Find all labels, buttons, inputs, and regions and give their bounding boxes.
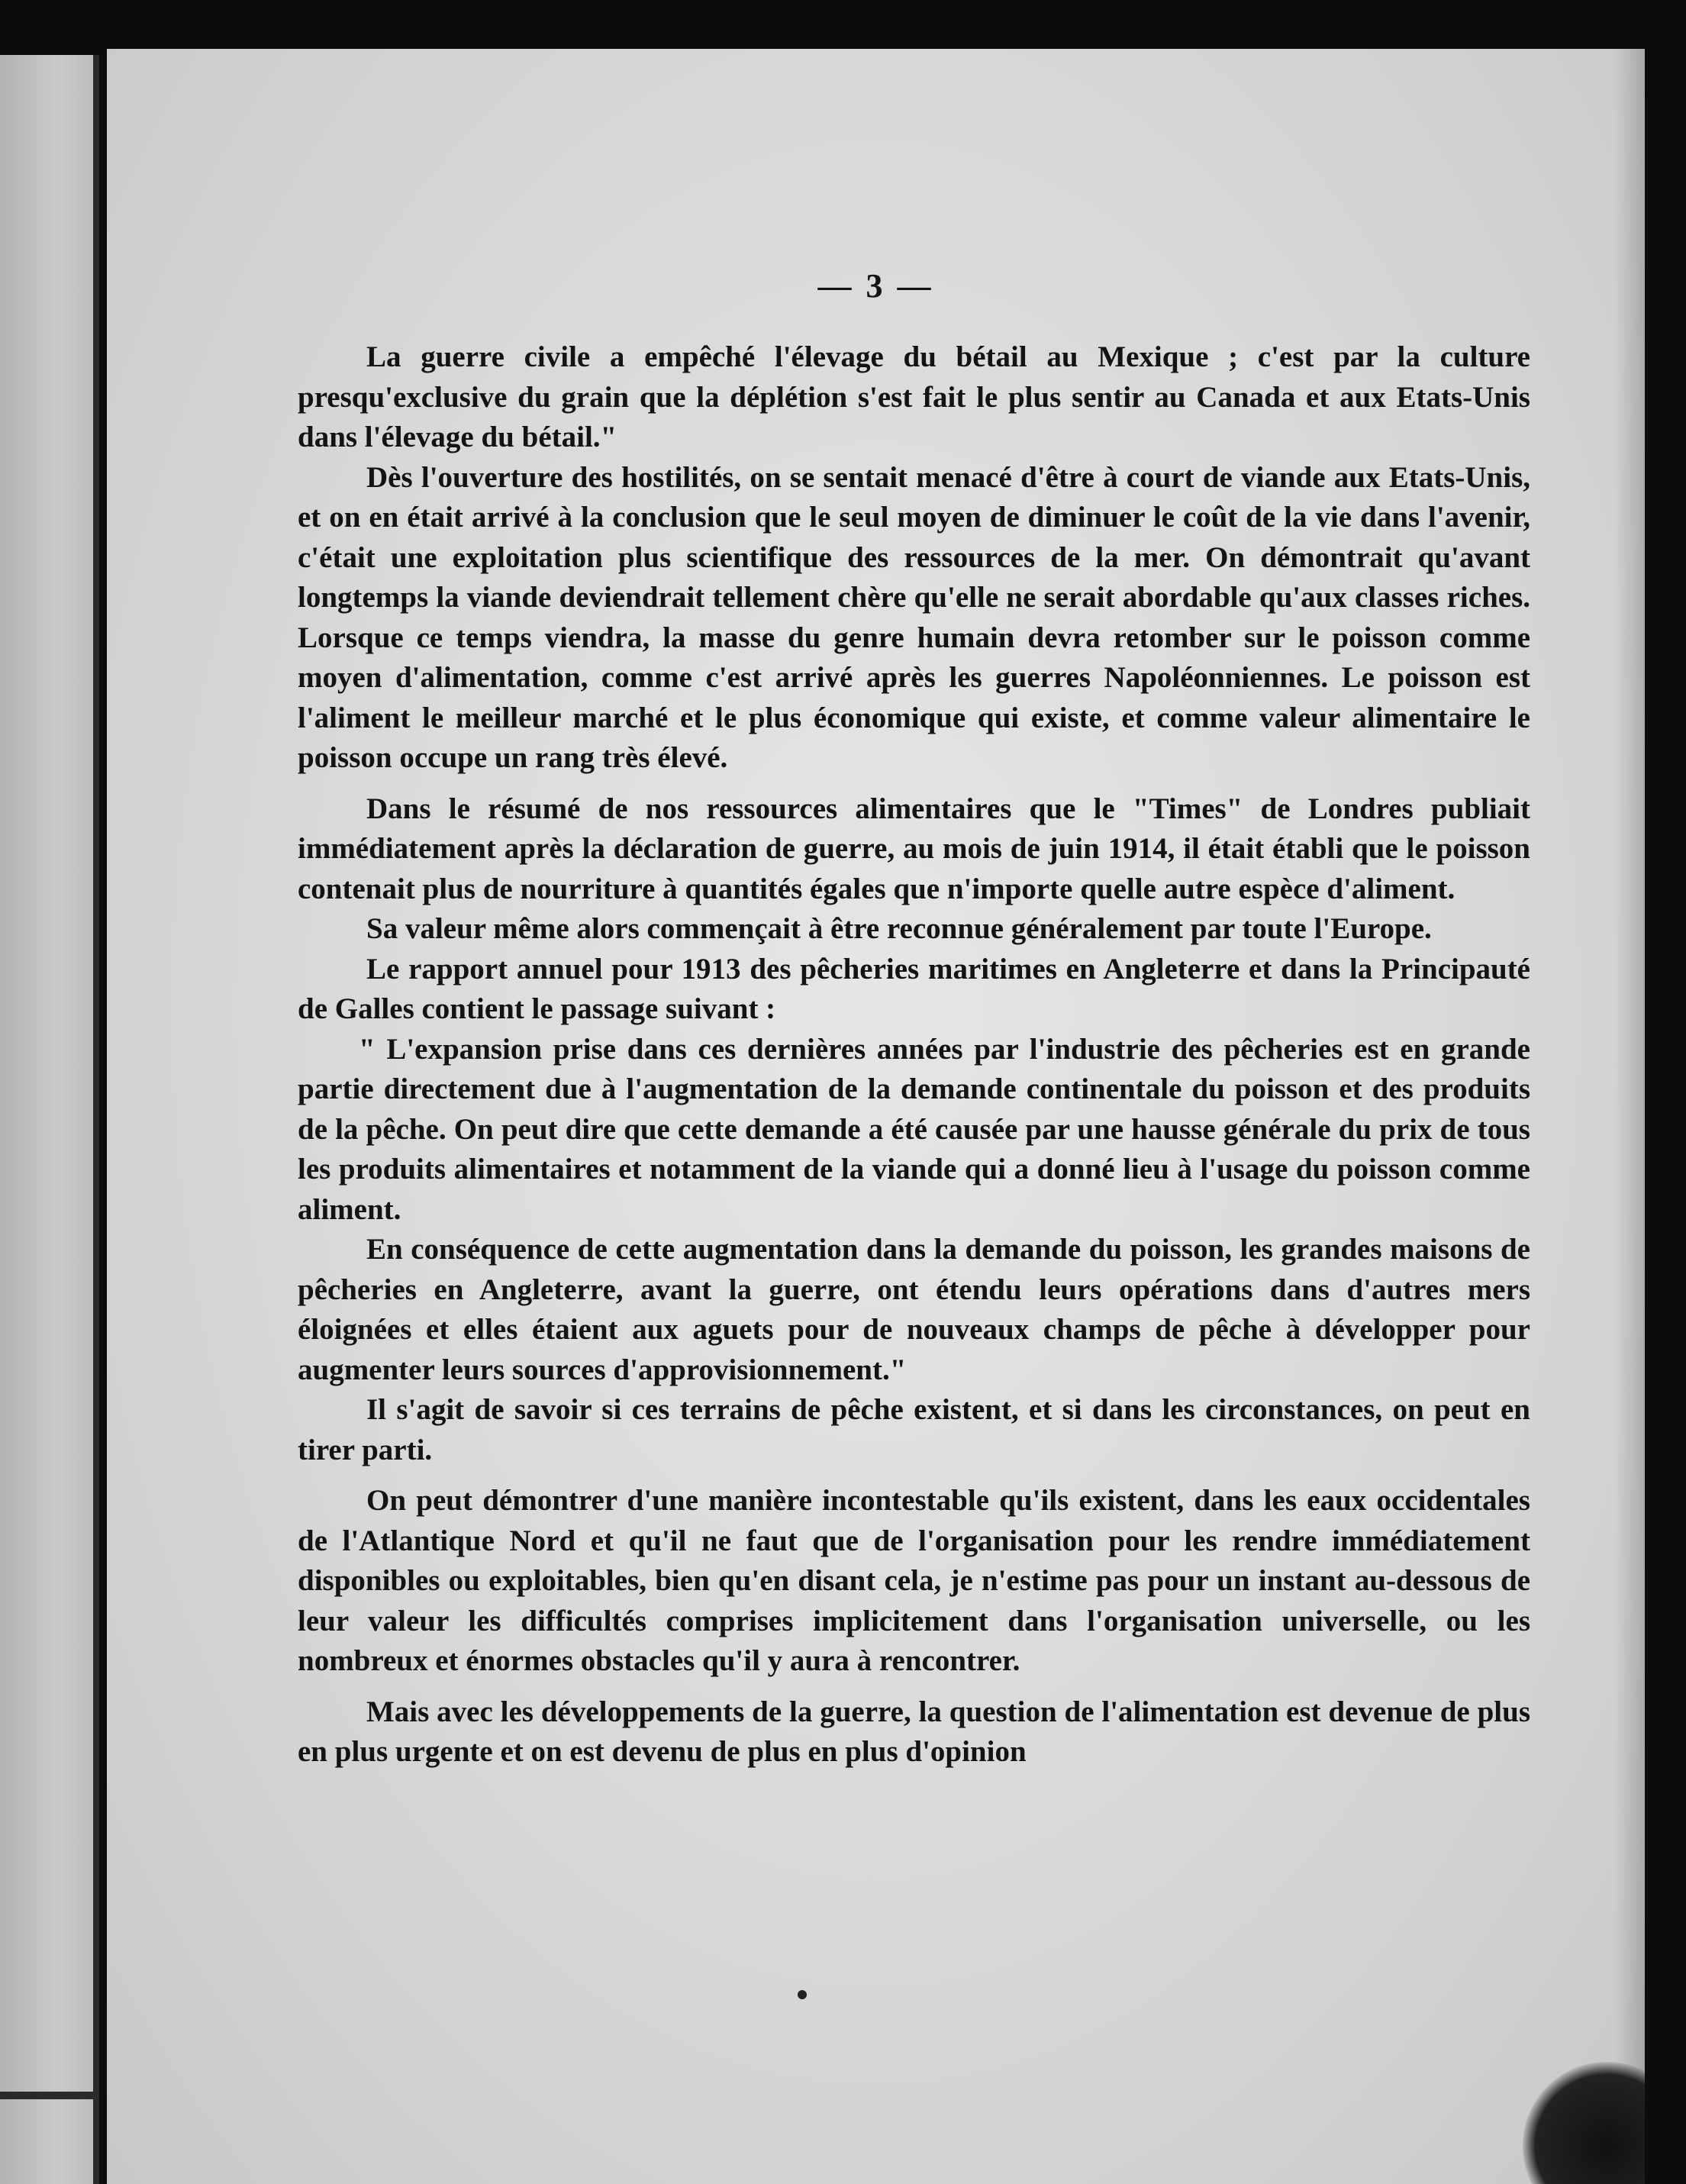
- paragraph: Il s'agit de savoir si ces terrains de pêche existent, et si dans les circonstances, on peut en tirer parti.: [298, 1393, 1530, 1466]
- paragraph: Dans le résumé de nos ressources alimentaires que le "Times" de Londres publiait immédiatement après la déclaration de guerre, au mois de juin 1914, il était établi que le poisson contenait plus de nourriture à quantités égales que n'importe quelle autre espèce d'aliment.: [298, 792, 1530, 905]
- paragraph: Sa valeur même alors commençait à être reconnue généralement par toute l'Europe.: [366, 912, 1432, 945]
- body-text: [298, 337, 1530, 1773]
- paragraph: La guerre civile a empêché l'élevage du bétail au Mexique ; c'est par la culture presqu'exclusive du grain que la déplétion s'est fait le plus sentir au Canada et aux Etats-Unis dans l'élevage du bétail.": [298, 340, 1530, 453]
- ink-speck: [798, 1990, 807, 1999]
- scan-corner-shadow: [1523, 2062, 1645, 2184]
- document-page: [107, 49, 1645, 2184]
- page-edge-shadow: [1614, 49, 1645, 2184]
- paragraph: Le rapport annuel pour 1913 des pêcheries maritimes en Angleterre et dans la Principauté de Galles contient le passage suivant :: [298, 952, 1530, 1025]
- book-gutter: [93, 55, 99, 2184]
- previous-page-edge: [0, 55, 95, 2184]
- book-gutter-bottom: [0, 2092, 93, 2099]
- quoted-paragraph: En conséquence de cette augmentation dans la demande du poisson, les grandes maisons de pêcheries en Angleterre, avant la guerre, ont étendu leurs opérations dans d'autres mers éloignées et elles étaient aux aguets pour de nouveaux champs de pêche à développer pour augmenter leurs sources d'approvisionnement.": [298, 1233, 1530, 1386]
- paragraph: Dès l'ouverture des hostilités, on se sentait menacé d'être à court de viande aux Etats-Unis, et on en était arrivé à la conclusion que le seul moyen de diminuer le coût de la vie dans l'avenir, c'était une exploitation plus scientifique des ressources de la mer. On démontrait qu'avant longtemps la viande deviendrait tellement chère qu'elle ne serait abordable qu'aux classes riches. Lorsque ce temps viendra, la masse du genre humain devra retomber sur le poisson comme moyen d'alimentation, comme c'est arrivé après les guerres Napoléonniennes. Le poisson est l'aliment le meilleur marché et le plus économique qui existe, et comme valeur alimentaire le poisson occupe un rang très élevé.: [298, 460, 1530, 774]
- paragraph: On peut démontrer d'une manière incontestable qu'ils existent, dans les eaux occidentales de l'Atlantique Nord et qu'il ne faut que de l'organisation pour les rendre immédiatement disponibles ou exploitables, bien qu'en disant cela, je n'estime pas pour un instant au-dessous de leur valeur les difficultés comprises implicitement dans l'organisation universelle, ou les nombreux et énormes obstacles qu'il y aura à rencontrer.: [298, 1484, 1530, 1677]
- page-number: — 3 —: [817, 267, 934, 305]
- paragraph: Mais avec les développements de la guerre, la question de l'alimentation est devenue de plus en plus urgente et on est devenu de plus en plus d'opinion: [298, 1695, 1530, 1768]
- quoted-paragraph: " L'expansion prise dans ces dernières années par l'industrie des pêcheries est en grande partie directement due à l'augmentation de la demande continentale du poisson et des produits de la pêche. On peut dire que cette demande a été causée par une hausse générale du prix de tous les produits alimentaires et notamment de la viande qui a donné lieu à l'usage du poisson comme aliment.: [298, 1032, 1530, 1226]
